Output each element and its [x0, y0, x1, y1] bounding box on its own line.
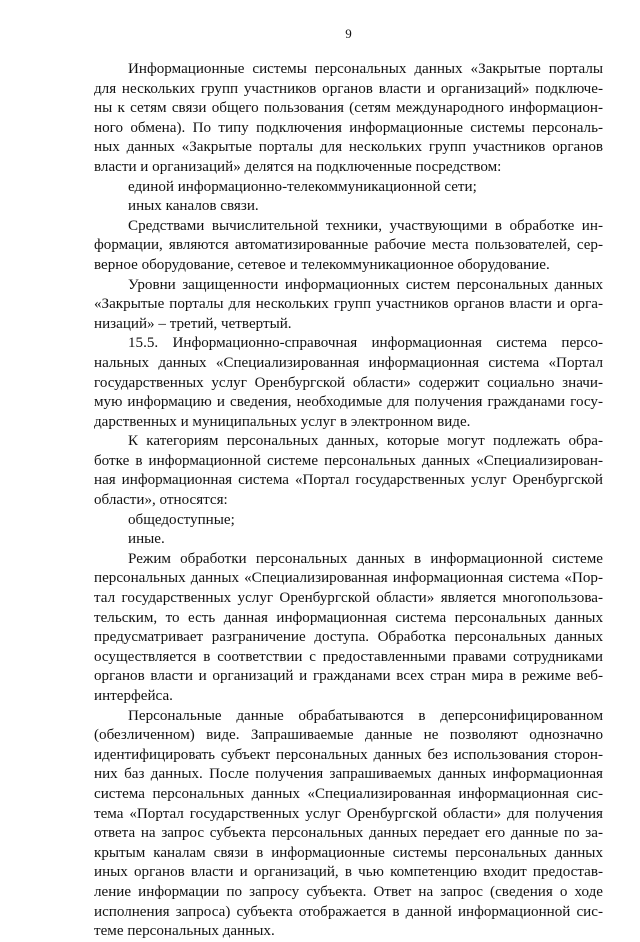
text-line: 15.5. Информационно-справочная информационная система персо- — [128, 335, 603, 352]
text-line: ответа на запрос субъекта персональных данных передает его данные по за- — [94, 825, 603, 842]
text-line: осуществляется в соответствии с предоставленными правами сотрудниками — [94, 648, 603, 665]
text-line: Персональные данные обрабатываются в деперсонифицированном — [128, 707, 603, 724]
text-line: система персональных данных «Специализированная информационная сис- — [94, 785, 603, 802]
text-line: Информационные системы персональных данных «Закрытые порталы — [128, 61, 603, 77]
text-line: мую информацию и сведения, необходимые для получения гражданами госу- — [94, 394, 603, 411]
text-line: ная информационная система «Портал государственных услуг Оренбургской — [94, 472, 603, 489]
paragraph-portals-connection — [94, 60, 603, 178]
paragraph-processing-mode — [94, 550, 603, 707]
text-line: них баз данных. После получения запрашиваемых данных информационная — [94, 766, 603, 783]
text-line: идентифицировать субъект персональных данных без использования сторон- — [94, 746, 603, 763]
text-line: тал государственных услуг Оренбургской области» является многопользова- — [94, 590, 603, 607]
text-line: дарственных и муниципальных услуг в электронном виде. — [94, 413, 471, 430]
text-line: ботке в информационной системе персональных данных «Специализирован- — [94, 452, 603, 469]
text-line: иных каналов связи. — [128, 198, 259, 215]
text-line: нальных данных «Специализированная информационная система «Портал — [94, 354, 603, 371]
text-line: предусматривает разграничение доступа. Обработка персональных данных — [94, 629, 603, 646]
paragraph-section-15-5 — [94, 334, 603, 432]
text-line: иные. — [128, 531, 165, 548]
paragraph-depersonalized-processing — [94, 707, 603, 942]
text-line: ных данных «Закрытые порталы для нескольких групп участников органов — [94, 139, 603, 156]
list-item-other-channels — [94, 197, 603, 217]
text-line: персональных данных «Специализированная информационная система «Пор- — [94, 570, 603, 587]
paragraph-data-categories — [94, 432, 603, 510]
text-line: низаций» – третий, четвертый. — [94, 315, 292, 332]
text-line: иных органов власти и организаций, в чью компетенцию входит предостав- — [94, 864, 603, 881]
list-item-public — [94, 511, 603, 531]
text-line: ного обмена). По типу подключения информационные системы персональ- — [94, 119, 603, 136]
list-item-other — [94, 530, 603, 550]
text-line: теме персональных данных. — [94, 923, 275, 940]
text-line: единой информационно-телекоммуникационной сети; — [128, 178, 477, 195]
text-line: «Закрытые порталы для нескольких групп участников органов власти и орга- — [94, 296, 603, 313]
text-line: тельским, то есть данная информационная система персональных данных — [94, 609, 603, 626]
text-line: исполнения запроса) субъекта отображается в данной информационной сис- — [94, 903, 603, 920]
list-item-unified-network — [94, 178, 603, 198]
text-line: формации, являются автоматизированные рабочие места пользователей, сер- — [94, 237, 603, 254]
paragraph-computing-means — [94, 217, 603, 276]
text-line: верное оборудование, сетевое и телекоммуникационное оборудование. — [94, 256, 550, 273]
page-number: 9 — [345, 26, 352, 41]
text-line: власти и организаций» делятся на подключенные посредством: — [94, 158, 502, 175]
text-line: ление информации по запросу субъекта. Ответ на запрос (сведения о ходе — [94, 883, 603, 900]
text-line: для нескольких групп участников органов власти и организаций» подключе- — [94, 80, 603, 97]
text-line: (обезличенном) виде. Запрашиваемые данные не позволяют однозначно — [94, 727, 603, 744]
text-line: Уровни защищенности информационных систем персональных данных — [128, 276, 603, 293]
text-line: Режим обработки персональных данных в информационной системе — [128, 550, 603, 567]
text-line: тема «Портал государственных услуг Оренбургской области» для получения — [94, 805, 603, 822]
text-line: государственных услуг Оренбургской области» содержит социально значи- — [94, 374, 603, 391]
paragraph-security-levels — [94, 276, 603, 335]
text-line: интерфейса. — [94, 688, 173, 704]
text-line: органов власти и организаций и гражданами всех стран мира в режиме веб- — [94, 668, 603, 685]
text-line: ны к сетям связи общего пользования (сетям международного информацион- — [94, 100, 603, 117]
text-line: К категориям персональных данных, которые могут подлежать обра- — [128, 433, 603, 450]
text-line: крытым каналам связи в информационные системы персональных данных — [94, 844, 603, 861]
text-line: общедоступные; — [128, 511, 235, 528]
text-line: Средствами вычислительной техники, участвующими в обработке ин- — [128, 217, 603, 234]
document-body — [94, 60, 603, 942]
text-line: области», относятся: — [94, 492, 228, 509]
